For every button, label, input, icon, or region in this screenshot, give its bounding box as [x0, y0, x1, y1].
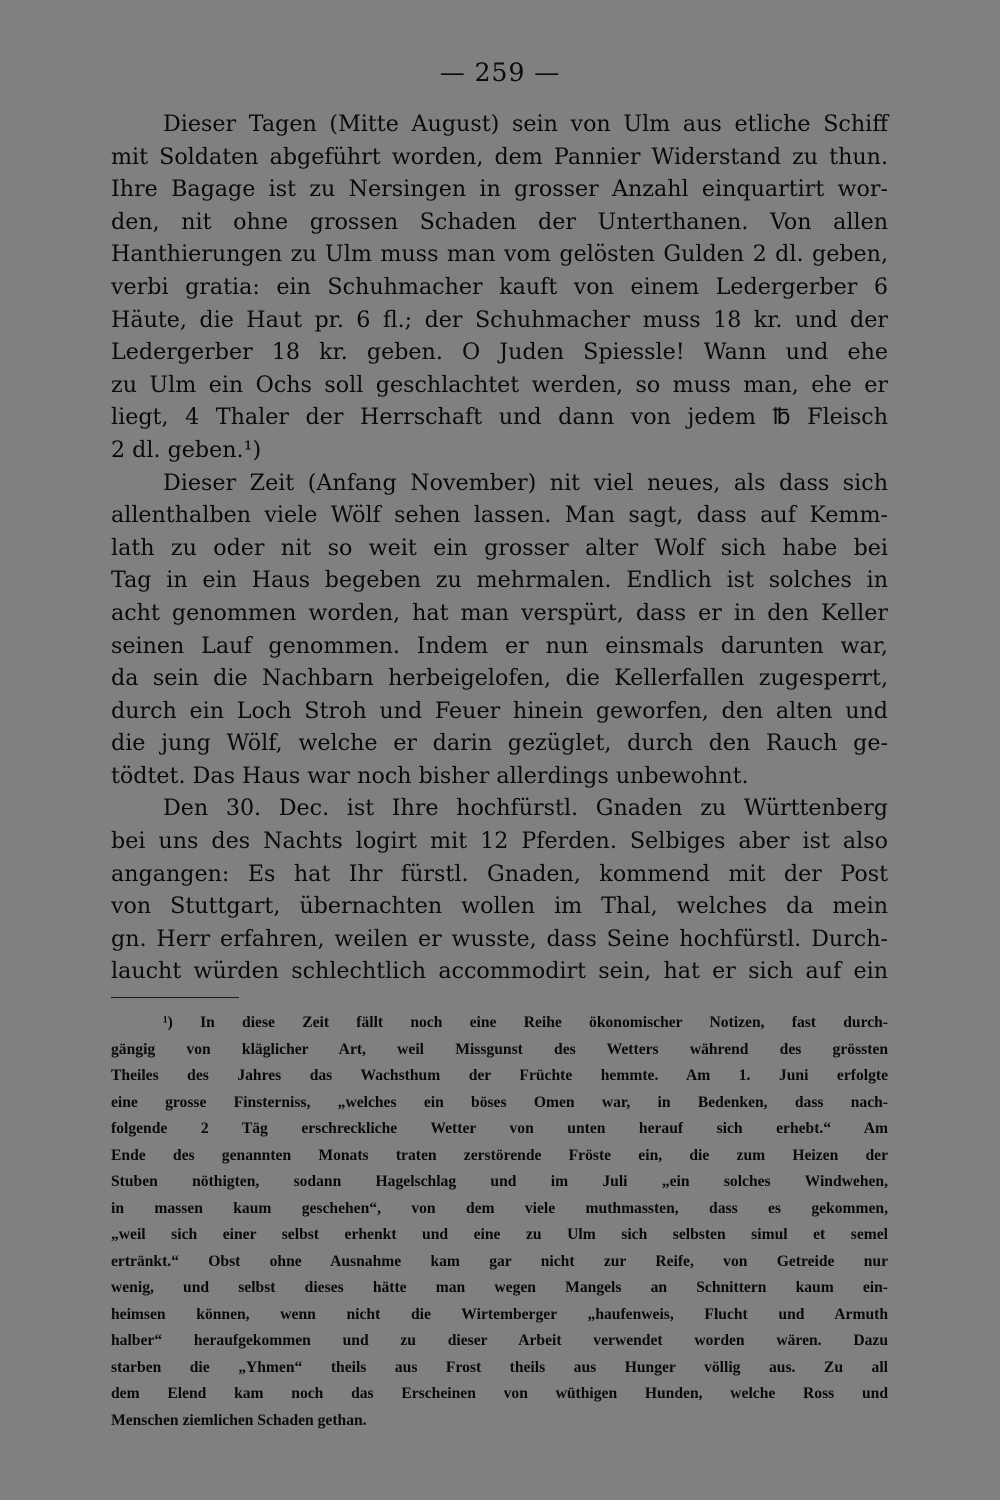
text-line: bei uns des Nachts logirt mit 12 Pferden. Selbiges aber ist also	[111, 828, 888, 855]
footnote-line: starben die „Yhmen“ theils aus Frost theils aus Hunger völlig aus. Zu all	[111, 1358, 888, 1376]
text-line: Häute, die Haut pr. 6 fl.; der Schuhmacher muss 18 kr. und der	[111, 306, 888, 333]
text-line: durch ein Loch Stroh und Feuer hinein geworfen, den alten und	[111, 697, 888, 724]
footnote-line: ertränkt.“ Obst ohne Ausnahme kam gar nicht zur Reife, von Getreide nur	[111, 1252, 888, 1270]
text-line: 2 dl. geben.¹)	[111, 436, 262, 463]
footnote-line: ¹) In diese Zeit fällt noch eine Reihe ökonomischer Notizen, fast durch-	[163, 1014, 888, 1031]
main-body-text	[111, 108, 888, 988]
text-line: Den 30. Dec. ist Ihre hochfürstl. Gnaden zu Württenberg	[163, 795, 888, 822]
text-line: da sein die Nachbarn herbeigelofen, die Kellerfallen zugesperrt,	[111, 665, 888, 692]
text-line: Dieser Tagen (Mitte August) sein von Ulm aus etliche Schiff	[163, 111, 888, 137]
text-line: die jung Wölf, welche er darin gezüglet, durch den Rauch ge-	[111, 730, 888, 757]
footnote-line: Stuben nöthigten, sodann Hagelschlag und im Juli „ein solches Windwehen,	[111, 1173, 888, 1190]
text-line: gn. Herr erfahren, weilen er wusste, dass Seine hochfürstl. Durch-	[111, 925, 888, 952]
text-line: Dieser Zeit (Anfang November) nit viel neues, als dass sich	[163, 469, 888, 496]
text-line: liegt, 4 Thaler der Herrschaft und dann von jedem ℔ Fleisch	[111, 404, 888, 431]
footnote-line: halber“ heraufgekommen und zu dieser Arbeit verwendet worden wären. Dazu	[111, 1332, 888, 1349]
footnote-line: eine grosse Finsterniss, „welches ein böses Omen war, in Bedenken, dass nach-	[111, 1093, 888, 1111]
footnote-line: gängig von kläglicher Art, weil Missgunst des Wetters während des grössten	[111, 1040, 888, 1058]
text-line: Ihre Bagage ist zu Nersingen in grosser Anzahl einquartirt wor-	[111, 176, 888, 203]
text-line: seinen Lauf genommen. Indem er nun einsmals darunten war,	[111, 632, 888, 659]
text-line: zu Ulm ein Ochs soll geschlachtet werden, so muss man, ehe er	[111, 371, 888, 398]
footnote-line: dem Elend kam noch das Erscheinen von wüthigen Hunden, welche Ross und	[111, 1385, 888, 1402]
text-line: tödtet. Das Haus war noch bisher allerdings unbewohnt.	[111, 762, 749, 789]
footnote-line: Ende des genannten Monats traten zerstörende Fröste ein, die zum Heizen der	[111, 1146, 888, 1164]
footnote-line: Menschen ziemlichen Schaden gethan.	[111, 1411, 367, 1429]
text-line: laucht würden schlechtlich accommodirt sein, hat er sich auf ein	[111, 958, 888, 985]
footnote-line: heimsen können, wenn nicht die Wirtemberger „haufenweis, Flucht und Armuth	[111, 1305, 888, 1323]
text-line: Ledergerber 18 kr. geben. O Juden Spiessle! Wann und ehe	[111, 339, 888, 366]
footnote-line: „weil sich einer selbst erhenkt und eine zu Ulm sich selbsten simul et semel	[111, 1226, 888, 1243]
footnote-line: wenig, und selbst dieses hätte man wegen Mangels an Schnittern kaum ein-	[111, 1279, 888, 1296]
footnote-line: Theiles des Jahres das Wachsthum der Früchte hemmte. Am 1. Juni erfolgte	[111, 1067, 888, 1084]
text-line: verbi gratia: ein Schuhmacher kauft von einem Ledergerber 6	[111, 273, 888, 300]
footnote-separator	[111, 997, 239, 998]
footnote-line: folgende 2 Täg erschreckliche Wetter von unten herauf sich erhebt.“ Am	[111, 1120, 888, 1137]
text-line: mit Soldaten abgeführt worden, dem Pannier Widerstand zu thun.	[111, 143, 888, 170]
text-line: allenthalben viele Wölf sehen lassen. Man sagt, dass auf Kemm-	[111, 502, 888, 529]
text-line: den, nit ohne grossen Schaden der Unterthanen. Von allen	[111, 208, 888, 235]
text-line: angangen: Es hat Ihr fürstl. Gnaden, kommend mit der Post	[111, 860, 888, 887]
text-line: Hanthierungen zu Ulm muss man vom gelösten Gulden 2 dl. geben,	[111, 241, 888, 268]
footnote-line: in massen kaum geschehen“, von dem viele muthmassten, dass es gekommen,	[111, 1199, 888, 1217]
text-line: acht genommen worden, hat man verspürt, dass er in den Keller	[111, 599, 888, 626]
text-line: Tag in ein Haus begeben zu mehrmalen. Endlich ist solches in	[111, 567, 888, 594]
footnote-block	[111, 1010, 888, 1434]
page-number: — 259 —	[439, 58, 561, 87]
text-line: lath zu oder nit so weit ein grosser alter Wolf sich habe bei	[111, 534, 888, 561]
text-line: von Stuttgart, übernachten wollen im Thal, welches da mein	[111, 893, 888, 920]
